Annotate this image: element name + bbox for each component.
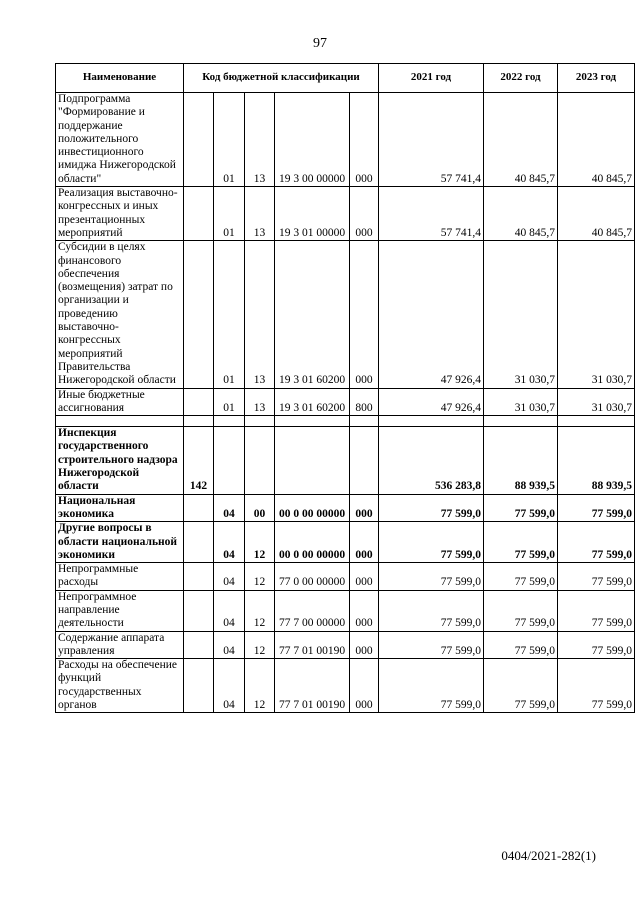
row-target-article: 77 7 00 00000: [275, 590, 350, 631]
row-value-2022: 77 599,0: [484, 659, 558, 713]
row-org-code: [184, 416, 214, 427]
row-target-article: 77 0 00 00000: [275, 563, 350, 591]
row-value-2023: 88 939,5: [558, 427, 635, 494]
page-number: 97: [313, 36, 327, 51]
budget-table: [55, 63, 635, 713]
table-row: [56, 522, 635, 563]
row-org-code: [184, 631, 214, 659]
row-subsection: [245, 416, 275, 427]
row-value-2022: 31 030,7: [484, 241, 558, 388]
row-subsection: 12: [245, 631, 275, 659]
row-section: 04: [214, 590, 245, 631]
table-row: [56, 388, 635, 416]
row-name: Субсидии в целях финансового обеспечения (возмещения) затрат по организации и проведению выставочно-конгрессных мероприятий Правительства Нижегородской области: [56, 241, 184, 388]
row-expense-type: [350, 416, 379, 427]
row-target-article: 19 3 00 00000: [275, 93, 350, 187]
document-code: 0404/2021-282(1): [501, 848, 596, 863]
row-expense-type: 000: [350, 522, 379, 563]
row-expense-type: 000: [350, 93, 379, 187]
row-value-2023: 77 599,0: [558, 563, 635, 591]
table-row: [56, 659, 635, 713]
table-row: [56, 416, 635, 427]
row-value-2022: 77 599,0: [484, 563, 558, 591]
row-target-article: 00 0 00 00000: [275, 522, 350, 563]
row-expense-type: 000: [350, 241, 379, 388]
table-row: [56, 563, 635, 591]
row-target-article: 19 3 01 00000: [275, 187, 350, 241]
row-name: Иные бюджетные ассигнования: [56, 388, 184, 416]
row-value-2022: 40 845,7: [484, 93, 558, 187]
table-row: [56, 590, 635, 631]
row-value-2021: 77 599,0: [379, 563, 484, 591]
row-expense-type: 000: [350, 494, 379, 522]
row-org-code: [184, 659, 214, 713]
row-value-2023: 31 030,7: [558, 388, 635, 416]
row-expense-type: 000: [350, 659, 379, 713]
row-value-2021: 47 926,4: [379, 388, 484, 416]
table-row: [56, 631, 635, 659]
row-subsection: 13: [245, 241, 275, 388]
row-name: Реализация выставочно-конгрессных и иных презентационных мероприятий: [56, 187, 184, 241]
row-subsection: [245, 427, 275, 494]
row-name: Подпрограмма "Формирование и поддержание положительного инвестиционного имиджа Нижегородской области": [56, 93, 184, 187]
row-org-code: [184, 93, 214, 187]
row-org-code: [184, 590, 214, 631]
row-value-2021: 536 283,8: [379, 427, 484, 494]
row-target-article: 19 3 01 60200: [275, 388, 350, 416]
row-value-2021: 77 599,0: [379, 494, 484, 522]
row-section: [214, 427, 245, 494]
row-expense-type: 000: [350, 631, 379, 659]
row-value-2021: [379, 416, 484, 427]
row-value-2021: 57 741,4: [379, 93, 484, 187]
header-2022: 2022 год: [484, 64, 558, 93]
row-value-2022: [484, 416, 558, 427]
table-row: [56, 427, 635, 494]
row-value-2023: 77 599,0: [558, 494, 635, 522]
table-row: [56, 241, 635, 388]
row-org-code: [184, 494, 214, 522]
row-value-2023: 31 030,7: [558, 241, 635, 388]
row-expense-type: 000: [350, 590, 379, 631]
row-value-2021: 47 926,4: [379, 241, 484, 388]
row-expense-type: [350, 427, 379, 494]
row-value-2021: 77 599,0: [379, 659, 484, 713]
row-section: 04: [214, 563, 245, 591]
row-value-2021: 77 599,0: [379, 522, 484, 563]
row-org-code: [184, 522, 214, 563]
row-name: Содержание аппарата управления: [56, 631, 184, 659]
row-section: 01: [214, 93, 245, 187]
row-value-2022: 31 030,7: [484, 388, 558, 416]
table-row: [56, 187, 635, 241]
row-name: [56, 416, 184, 427]
row-value-2021: 57 741,4: [379, 187, 484, 241]
row-section: 01: [214, 187, 245, 241]
row-org-code: 142: [184, 427, 214, 494]
row-expense-type: 000: [350, 187, 379, 241]
row-name: Другие вопросы в области национальной экономики: [56, 522, 184, 563]
row-subsection: 13: [245, 388, 275, 416]
row-target-article: 19 3 01 60200: [275, 241, 350, 388]
row-section: 01: [214, 388, 245, 416]
row-value-2023: 77 599,0: [558, 522, 635, 563]
row-name: Расходы на обеспечение функций государственных органов: [56, 659, 184, 713]
row-target-article: [275, 416, 350, 427]
header-code: Код бюджетной классификации: [184, 64, 379, 93]
row-value-2022: 77 599,0: [484, 494, 558, 522]
row-subsection: 13: [245, 187, 275, 241]
row-value-2021: 77 599,0: [379, 631, 484, 659]
row-section: [214, 416, 245, 427]
row-section: 04: [214, 659, 245, 713]
row-org-code: [184, 241, 214, 388]
header-2021: 2021 год: [379, 64, 484, 93]
header-name: Наименование: [56, 64, 184, 93]
row-target-article: [275, 427, 350, 494]
row-target-article: 77 7 01 00190: [275, 659, 350, 713]
row-value-2022: 77 599,0: [484, 631, 558, 659]
table-row: [56, 494, 635, 522]
row-org-code: [184, 388, 214, 416]
row-org-code: [184, 187, 214, 241]
row-subsection: 12: [245, 522, 275, 563]
row-value-2021: 77 599,0: [379, 590, 484, 631]
row-value-2022: 40 845,7: [484, 187, 558, 241]
row-target-article: 77 7 01 00190: [275, 631, 350, 659]
row-target-article: 00 0 00 00000: [275, 494, 350, 522]
row-subsection: 00: [245, 494, 275, 522]
row-subsection: 12: [245, 659, 275, 713]
header-2023: 2023 год: [558, 64, 635, 93]
row-subsection: 13: [245, 93, 275, 187]
row-value-2022: 77 599,0: [484, 590, 558, 631]
table-body: [56, 93, 635, 713]
row-value-2023: 77 599,0: [558, 631, 635, 659]
row-expense-type: 800: [350, 388, 379, 416]
row-section: 04: [214, 631, 245, 659]
row-value-2023: [558, 416, 635, 427]
row-name: Непрограммное направление деятельности: [56, 590, 184, 631]
row-section: 04: [214, 494, 245, 522]
row-name: Инспекция государственного строительного надзора Нижегородской области: [56, 427, 184, 494]
row-subsection: 12: [245, 563, 275, 591]
row-expense-type: 000: [350, 563, 379, 591]
row-subsection: 12: [245, 590, 275, 631]
row-org-code: [184, 563, 214, 591]
row-value-2023: 40 845,7: [558, 187, 635, 241]
table-row: [56, 93, 635, 187]
row-value-2022: 77 599,0: [484, 522, 558, 563]
row-name: Непрограммные расходы: [56, 563, 184, 591]
row-value-2022: 88 939,5: [484, 427, 558, 494]
row-section: 01: [214, 241, 245, 388]
row-value-2023: 40 845,7: [558, 93, 635, 187]
row-value-2023: 77 599,0: [558, 659, 635, 713]
table-header-row: [56, 64, 635, 93]
row-name: Национальная экономика: [56, 494, 184, 522]
row-section: 04: [214, 522, 245, 563]
row-value-2023: 77 599,0: [558, 590, 635, 631]
